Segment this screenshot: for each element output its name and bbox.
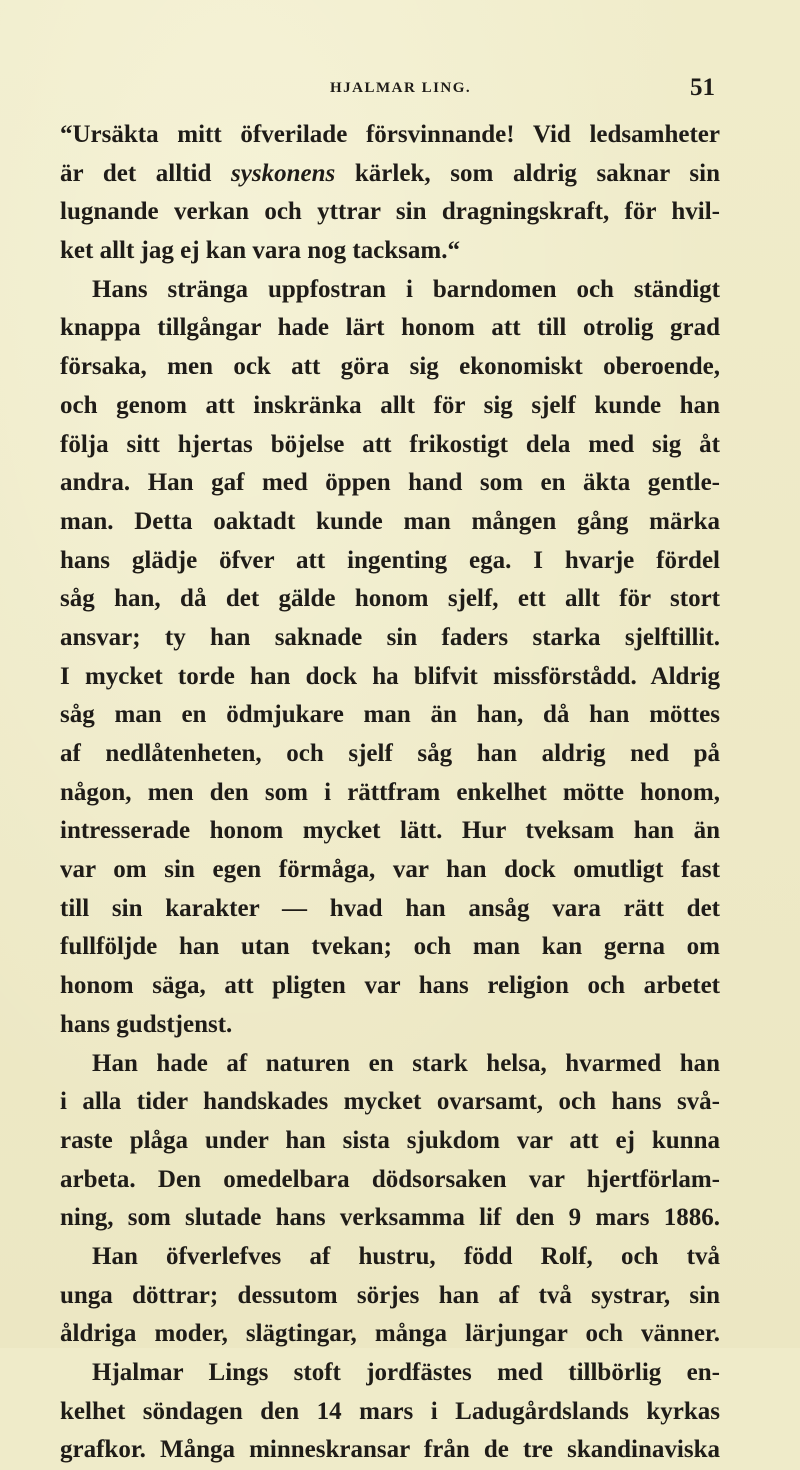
running-title: HJALMAR LING.: [330, 80, 472, 96]
text-line: I mycket torde han dock ha blifvit missförstådd. Aldrig: [60, 662, 720, 690]
text-line: lugnande verkan och yttrar sin dragningskraft, för hvil-: [60, 198, 720, 226]
text-line: fullföljde han utan tvekan; och man kan gerna om: [60, 933, 720, 961]
text-line: Hjalmar Lings stoft jordfästes med tillbörlig en-: [92, 1359, 720, 1386]
text-line: såg man en ödmjukare man än han, då han möttes: [60, 701, 720, 729]
text-line: honom säga, att pligten var hans religion och arbetet: [60, 972, 720, 1000]
text-line: hans glädje öfver att ingenting ega. I hvarje fördel: [60, 546, 720, 574]
text-line: såg han, då det gälde honom sjelf, ett allt för stort: [60, 585, 720, 613]
text-line: intresserade honom mycket lätt. Hur tveksam han än: [60, 817, 720, 845]
text-line: i alla tider handskades mycket ovarsamt, och hans svå-: [60, 1088, 720, 1116]
text-line: andra. Han gaf med öppen hand som en äkta gentle-: [60, 469, 720, 497]
text-line: Han öfverlefves af hustru, född Rolf, och två: [92, 1242, 720, 1270]
text-line: ansvar; ty han saknade sin faders starka sjelftillit.: [60, 623, 720, 651]
text-line: kelhet söndagen den 14 mars i Ladugårdslands kyrkas: [60, 1397, 720, 1425]
text-line: var om sin egen förmåga, var han dock omutligt fast: [60, 856, 720, 884]
text-line: till sin karakter — hvad han ansåg vara rätt det: [60, 894, 720, 922]
emphasized-word: syskonens: [231, 159, 336, 187]
body-text: [60, 116, 720, 1470]
page-number: 51: [690, 74, 715, 101]
text-line: försaka, men ock att göra sig ekonomiskt oberoende,: [60, 353, 720, 381]
text-line: och genom att inskränka allt för sig sjelf kunde han: [60, 391, 720, 419]
text-line: ket allt jag ej kan vara nog tacksam.“: [60, 237, 460, 265]
text-line: någon, men den som i rättfram enkelhet mötte honom,: [60, 778, 720, 806]
text-line: ning, som slutade hans verksamma lif den 9 mars 1886.: [60, 1204, 720, 1232]
text-line: grafkor. Många minneskransar från de tre skandinaviska: [60, 1436, 720, 1464]
text-line: hans gudstjenst.: [60, 1010, 233, 1038]
text-line: arbeta. Den omedelbara dödsorsaken var hjertförlam-: [60, 1165, 720, 1193]
text-line: af nedlåtenheten, och sjelf såg han aldrig ned på: [60, 740, 720, 767]
running-head: [60, 76, 715, 106]
text-line: unga döttrar; dessutom sörjes han af två systrar, sin: [60, 1281, 720, 1309]
text-line: följa sitt hjertas böjelse att frikostigt dela med sig åt: [60, 430, 720, 458]
text-line: är det alltid syskonens kärlek, som aldrig saknar sin: [60, 159, 720, 187]
text-line: man. Detta oaktadt kunde man mången gång märka: [60, 507, 720, 535]
text-line: åldriga moder, slägtingar, många lärjungar och vänner.: [60, 1320, 720, 1348]
text-line: raste plåga under han sista sjukdom var att ej kunna: [60, 1126, 720, 1154]
text-line: knappa tillgångar hade lärt honom att till otrolig grad: [60, 314, 720, 342]
text-line: “Ursäkta mitt öfverilade försvinnande! Vid ledsamheter: [60, 121, 720, 148]
text-line: Han hade af naturen en stark helsa, hvarmed han: [92, 1049, 720, 1077]
text-line: Hans stränga uppfostran i barndomen och ständigt: [92, 275, 720, 303]
